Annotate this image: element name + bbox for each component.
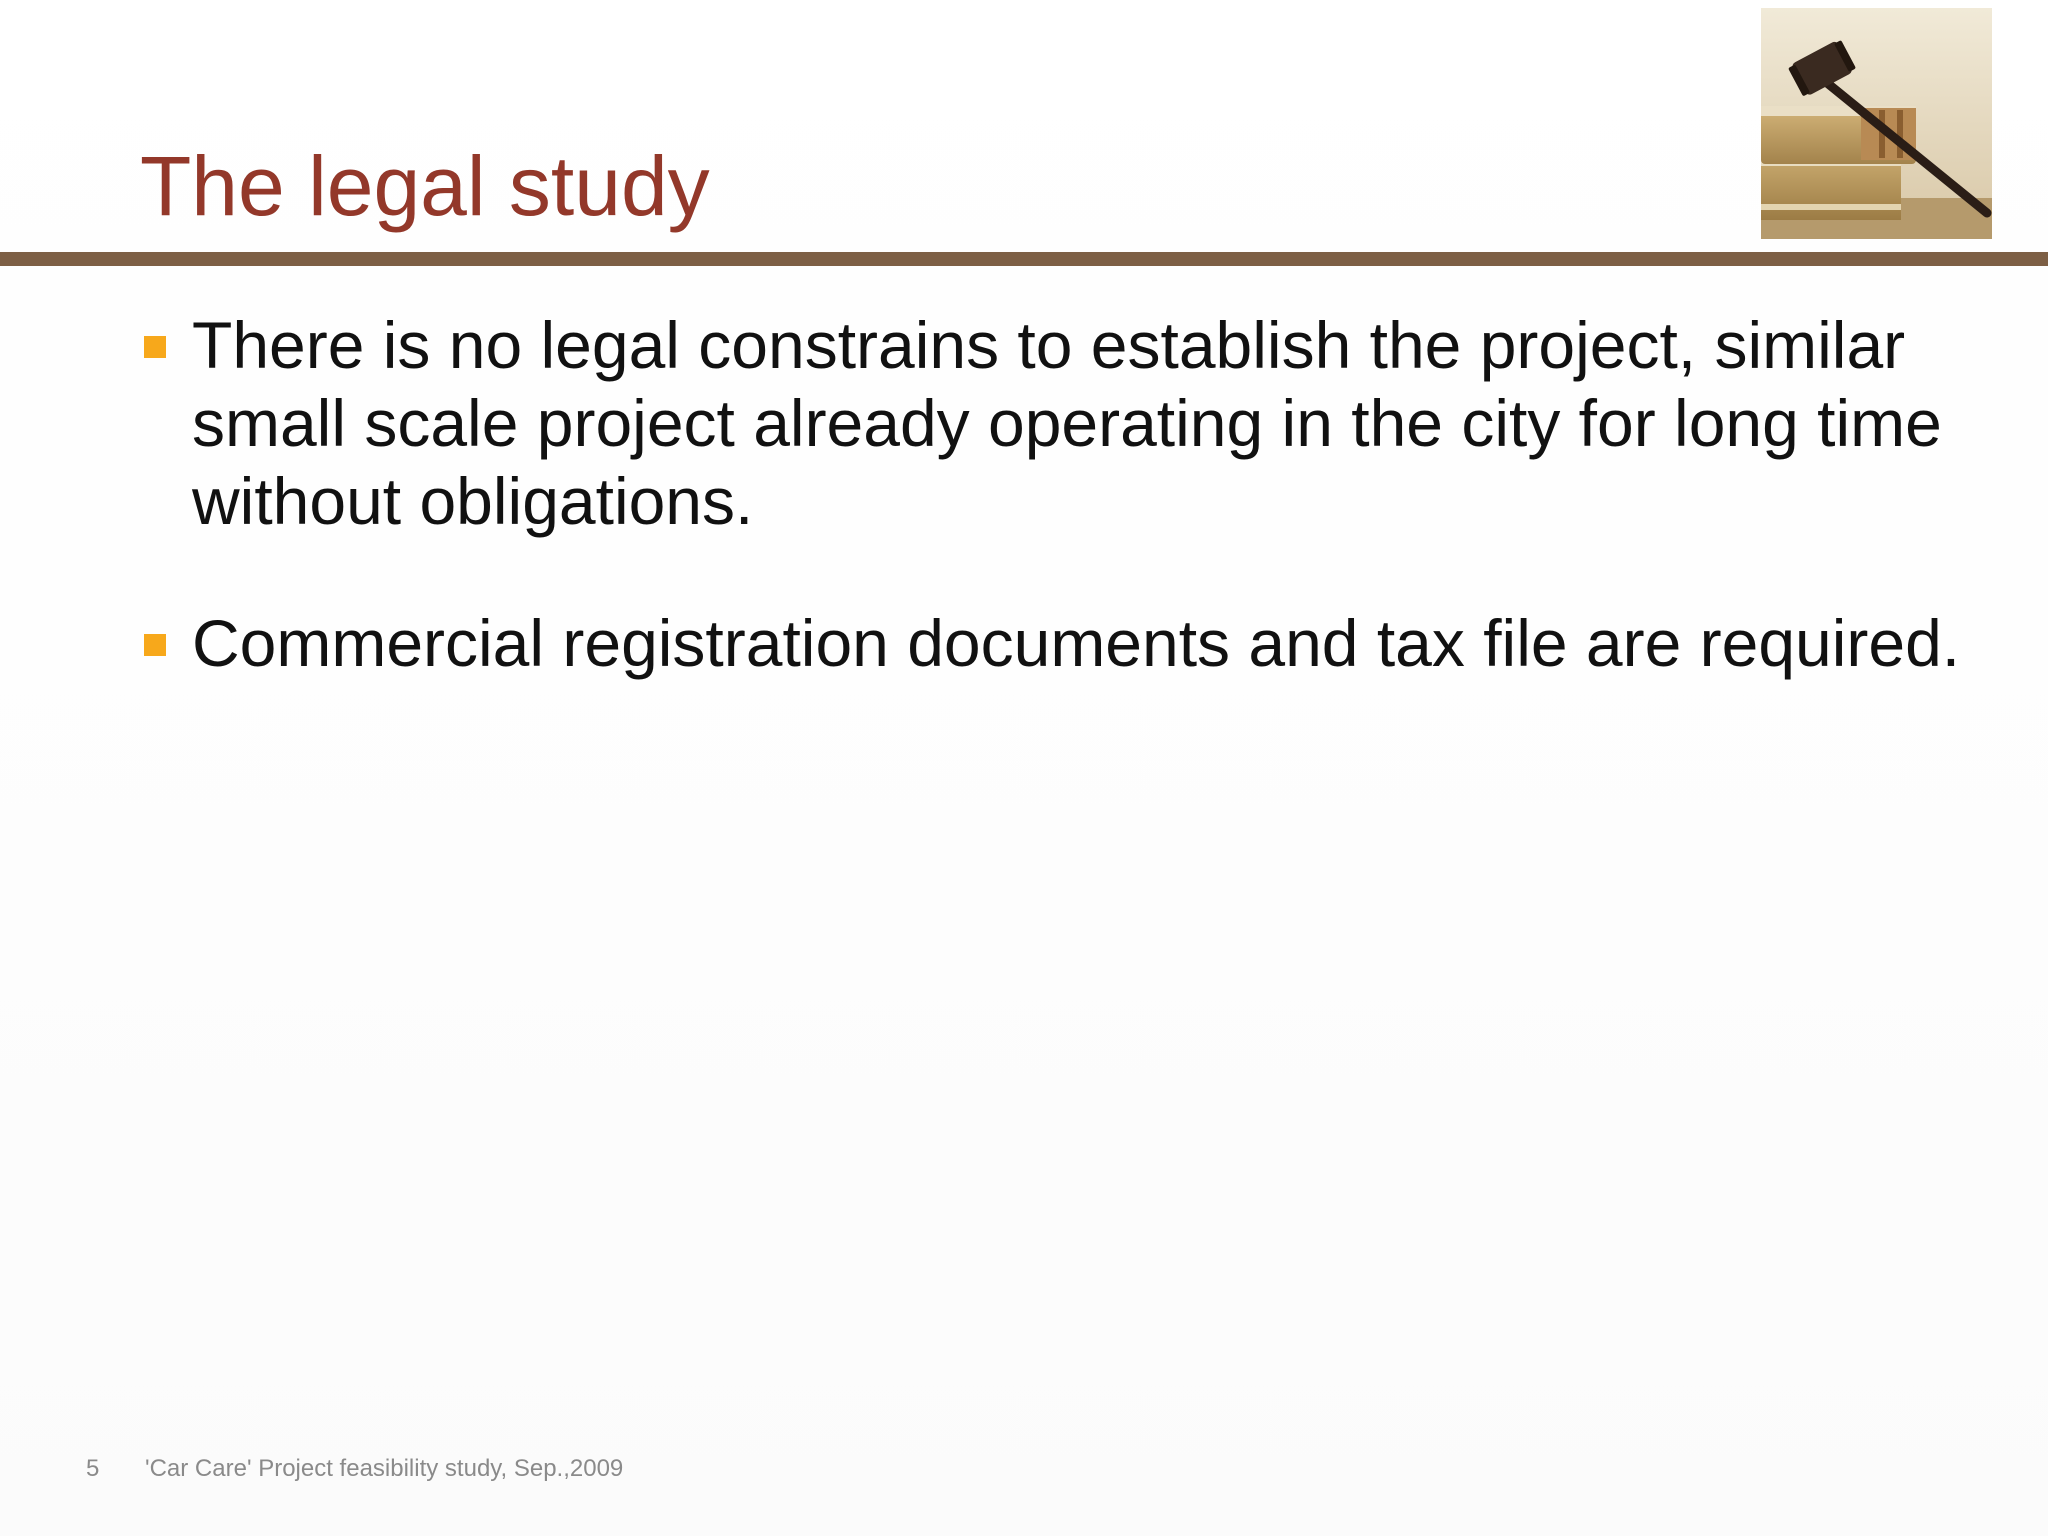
bullet-list	[144, 306, 2004, 746]
slide-title: The legal study	[140, 139, 710, 233]
bullet-text: There is no legal constrains to establish the project, similar small scale project already operating in the city for long time without obligations.	[192, 308, 1942, 538]
page-number: 5	[86, 1455, 100, 1482]
bullet-item	[144, 604, 2004, 682]
bullet-text: Commercial registration documents and tax file are required.	[192, 606, 1961, 680]
square-bullet-icon	[144, 634, 166, 656]
square-bullet-icon	[144, 336, 166, 358]
title-divider	[0, 252, 2048, 266]
footer-text: 'Car Care' Project feasibility study, Sep.,2009	[145, 1455, 624, 1482]
bullet-item	[144, 306, 2004, 540]
gavel-on-books-photo	[1761, 8, 1992, 239]
